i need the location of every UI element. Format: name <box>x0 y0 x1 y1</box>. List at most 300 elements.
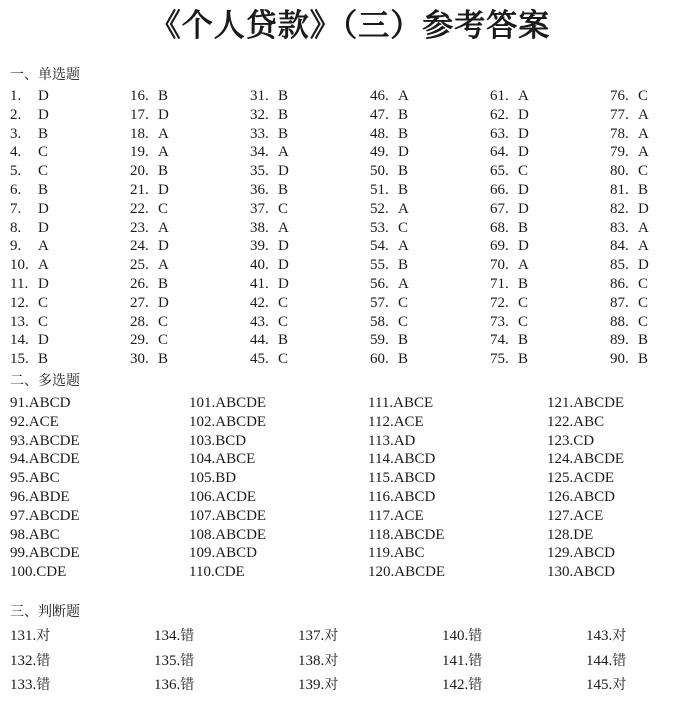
question-number: 46. <box>370 88 389 104</box>
single-choice-answer <box>250 125 370 144</box>
single-choice-answer <box>250 313 370 332</box>
question-number: 41. <box>250 275 269 292</box>
answer-value: ACE <box>393 507 424 524</box>
answer-value: A <box>278 144 289 161</box>
answer-value: A <box>158 257 169 274</box>
question-number: 130. <box>547 564 574 581</box>
answer-value: ABC <box>28 526 60 543</box>
answer-value: B <box>158 163 169 180</box>
single-choice-answer <box>490 219 610 238</box>
single-choice-answer <box>370 237 490 256</box>
question-number: 144. <box>586 652 613 669</box>
multiple-choice-answer <box>189 450 368 469</box>
answer-value: ACE <box>28 413 59 430</box>
answer-value: D <box>38 219 49 236</box>
multiple-choice-answer <box>10 526 189 545</box>
question-number: 85. <box>610 257 629 274</box>
question-number: 64. <box>490 144 509 161</box>
answer-value: B <box>278 181 289 198</box>
question-number: 74. <box>490 332 509 349</box>
multiple-choice-answer <box>547 432 677 451</box>
answer-value: ABC <box>573 413 605 430</box>
question-number: 89. <box>610 332 629 349</box>
question-number: 109. <box>189 545 216 562</box>
single-choice-answer <box>370 106 490 125</box>
multiple-choice-answer <box>368 507 547 526</box>
answer-value: A <box>638 238 649 255</box>
question-number: 65. <box>490 163 509 180</box>
answer-value: B <box>158 351 169 368</box>
true-false-answer <box>154 676 298 701</box>
single-choice-answer <box>610 331 700 350</box>
question-number: 129. <box>547 545 574 562</box>
answer-value: D <box>38 200 49 217</box>
question-number: 48. <box>370 125 389 142</box>
question-number: 94. <box>10 451 29 468</box>
single-choice-answer <box>130 219 250 238</box>
single-choice-answer <box>610 181 700 200</box>
question-number: 50. <box>370 163 389 180</box>
answer-value: C <box>638 313 649 330</box>
single-choice-answer <box>10 200 130 219</box>
question-number: 56. <box>370 275 389 292</box>
single-choice-answer <box>250 143 370 162</box>
multiple-choice-answer <box>547 563 677 582</box>
question-number: 110. <box>189 564 215 581</box>
question-number: 10. <box>10 257 29 274</box>
answer-value: D <box>38 275 49 292</box>
single-choice-answer <box>250 106 370 125</box>
answer-value: 错 <box>612 652 627 669</box>
single-choice-answer <box>250 256 370 275</box>
question-number: 111. <box>368 395 394 411</box>
question-number: 136. <box>154 677 181 693</box>
single-choice-answer <box>370 200 490 219</box>
answer-value: BCD <box>215 432 247 449</box>
single-choice-answer <box>610 125 700 144</box>
answer-value: C <box>518 163 529 180</box>
single-choice-answer <box>10 143 130 162</box>
single-choice-answer <box>130 294 250 313</box>
true-false-answer <box>298 627 442 652</box>
question-number: 47. <box>370 106 389 123</box>
answer-value: A <box>158 219 169 236</box>
question-number: 138. <box>298 652 325 669</box>
answer-value: ABCD <box>573 488 615 505</box>
true-false-answer <box>442 676 586 701</box>
single-choice-answer <box>490 237 610 256</box>
answer-value: ABC <box>393 545 425 562</box>
answer-value: C <box>158 332 169 349</box>
question-number: 2. <box>10 106 22 123</box>
answer-value: D <box>158 181 169 198</box>
multiple-choice-answer <box>10 469 189 488</box>
question-number: 133. <box>10 677 37 693</box>
question-number: 135. <box>154 652 181 669</box>
answer-value: B <box>518 332 529 349</box>
multiple-choice-answer <box>368 394 547 413</box>
single-choice-answer <box>370 256 490 275</box>
true-false-answer <box>10 676 154 701</box>
single-choice-answer <box>10 350 130 369</box>
question-number: 19. <box>130 144 149 161</box>
question-number: 52. <box>370 200 389 217</box>
answer-value: A <box>638 125 649 142</box>
answer-value: ACDE <box>215 488 257 505</box>
question-number: 27. <box>130 294 149 311</box>
answer-value: ABCDE <box>215 395 267 411</box>
question-number: 84. <box>610 238 629 255</box>
answer-value: B <box>638 332 649 349</box>
answer-value: A <box>398 238 409 255</box>
answer-value: ACE <box>573 507 604 524</box>
question-number: 125. <box>547 470 574 487</box>
answer-value: 错 <box>468 677 483 693</box>
answer-value: D <box>518 238 529 255</box>
single-choice-answer <box>370 143 490 162</box>
question-number: 57. <box>370 294 389 311</box>
single-choice-answer <box>250 294 370 313</box>
multiple-choice-answer <box>547 507 677 526</box>
answer-value: ABCD <box>393 470 436 487</box>
answer-value: C <box>38 163 49 180</box>
multiple-choice-answer <box>547 413 677 432</box>
question-number: 145. <box>586 677 613 693</box>
answer-value: B <box>158 88 169 104</box>
single-choice-answer <box>10 294 130 313</box>
question-number: 143. <box>586 628 613 644</box>
answer-value: B <box>278 125 289 142</box>
question-number: 5. <box>10 163 22 180</box>
answer-value: 对 <box>324 677 339 693</box>
answer-value: ABCE <box>393 395 434 411</box>
single-choice-answer <box>370 294 490 313</box>
answer-value: B <box>518 351 529 368</box>
answer-value: D <box>158 238 169 255</box>
multiple-choice-answer <box>368 450 547 469</box>
question-number: 51. <box>370 181 389 198</box>
multiple-choice-answer <box>368 563 547 582</box>
answer-value: D <box>518 181 529 198</box>
answer-value: 错 <box>180 652 195 669</box>
multiple-choice-answer <box>10 544 189 563</box>
question-number: 61. <box>490 88 509 104</box>
single-choice-answer <box>10 331 130 350</box>
multiple-choice-answer <box>189 394 368 413</box>
question-number: 132. <box>10 652 37 669</box>
answer-value: ABCDE <box>573 395 625 411</box>
answer-value: ABCE <box>215 451 256 468</box>
question-number: 20. <box>130 163 149 180</box>
question-number: 116. <box>368 488 394 505</box>
answer-value: CDE <box>36 564 67 581</box>
answer-value: 错 <box>468 628 483 644</box>
question-number: 58. <box>370 313 389 330</box>
question-number: 38. <box>250 219 269 236</box>
question-number: 53. <box>370 219 389 236</box>
single-choice-answer <box>610 143 700 162</box>
single-choice-answer <box>490 200 610 219</box>
answer-value: ABCDE <box>28 545 80 562</box>
answer-value: ABDE <box>28 488 70 505</box>
answer-value: DE <box>573 526 594 543</box>
question-number: 45. <box>250 351 269 368</box>
question-number: 4. <box>10 144 22 161</box>
answer-value: 对 <box>612 677 627 693</box>
question-number: 11. <box>10 275 29 292</box>
single-choice-answer <box>370 331 490 350</box>
question-number: 127. <box>547 507 574 524</box>
question-number: 117. <box>368 507 394 524</box>
answer-value: C <box>278 200 289 217</box>
question-number: 128. <box>547 526 574 543</box>
question-number: 87. <box>610 294 629 311</box>
single-choice-answer <box>10 219 130 238</box>
question-number: 78. <box>610 125 629 142</box>
question-number: 96. <box>10 488 29 505</box>
question-number: 114. <box>368 451 394 468</box>
answer-value: C <box>518 294 529 311</box>
question-number: 124. <box>547 451 574 468</box>
single-choice-answer <box>610 162 700 181</box>
question-number: 17. <box>130 106 149 123</box>
single-choice-answer <box>130 162 250 181</box>
answer-value: B <box>38 125 49 142</box>
question-number: 134. <box>154 628 181 644</box>
question-number: 93. <box>10 432 29 449</box>
answer-value: C <box>518 313 529 330</box>
multiple-choice-answer <box>189 432 368 451</box>
question-number: 76. <box>610 88 629 104</box>
answer-value: A <box>518 257 529 274</box>
answer-value: D <box>518 125 529 142</box>
single-choice-answer <box>490 350 610 369</box>
question-number: 7. <box>10 200 22 217</box>
question-number: 90. <box>610 351 629 368</box>
question-number: 72. <box>490 294 509 311</box>
answer-value: D <box>278 238 289 255</box>
answer-value: ABCD <box>28 395 71 411</box>
answer-value: D <box>278 257 289 274</box>
question-number: 95. <box>10 470 29 487</box>
multiple-choice-answer <box>368 526 547 545</box>
question-number: 16. <box>130 88 149 104</box>
single-choice-answer <box>610 350 700 369</box>
single-choice-answer <box>130 125 250 144</box>
answer-value: D <box>518 200 529 217</box>
question-number: 123. <box>547 432 574 449</box>
answer-value: C <box>638 88 649 104</box>
single-choice-answer <box>10 275 130 294</box>
question-number: 82. <box>610 200 629 217</box>
answer-value: C <box>638 294 649 311</box>
answer-value: D <box>518 106 529 123</box>
single-choice-answer <box>10 125 130 144</box>
question-number: 44. <box>250 332 269 349</box>
question-number: 21. <box>130 181 149 198</box>
multiple-choice-answer <box>189 469 368 488</box>
multiple-choice-answer <box>189 544 368 563</box>
single-choice-answer <box>610 200 700 219</box>
page-title: 《个人贷款》（三）参考答案 <box>149 8 551 44</box>
multiple-choice-answer <box>547 450 677 469</box>
question-number: 60. <box>370 351 389 368</box>
question-number: 22. <box>130 200 149 217</box>
single-choice-answer <box>490 162 610 181</box>
question-number: 119. <box>368 545 394 562</box>
question-number: 33. <box>250 125 269 142</box>
answer-value: C <box>398 294 409 311</box>
multiple-choice-answer <box>10 394 189 413</box>
question-number: 73. <box>490 313 509 330</box>
answer-value: ABCDE <box>573 451 625 468</box>
single-choice-answer <box>130 256 250 275</box>
answer-value: 错 <box>180 677 195 693</box>
question-number: 54. <box>370 238 389 255</box>
answer-value: D <box>278 275 289 292</box>
answer-value: A <box>518 88 529 104</box>
single-choice-answer <box>10 106 130 125</box>
single-choice-answer <box>10 256 130 275</box>
question-number: 106. <box>189 488 216 505</box>
answer-value: C <box>158 313 169 330</box>
question-number: 40. <box>250 257 269 274</box>
answer-value: 错 <box>468 652 483 669</box>
single-choice-answer <box>250 331 370 350</box>
answer-value: C <box>38 294 49 311</box>
single-choice-answer <box>250 219 370 238</box>
answer-value: C <box>38 313 49 330</box>
multiple-choice-answer-grid <box>10 394 677 582</box>
answer-value: B <box>398 257 409 274</box>
question-number: 28. <box>130 313 149 330</box>
single-choice-answer <box>250 275 370 294</box>
answer-value: D <box>38 332 49 349</box>
question-number: 69. <box>490 238 509 255</box>
question-number: 118. <box>368 526 394 543</box>
section-heading-multiple-choice: 二、多选题 <box>10 373 80 389</box>
single-choice-answer <box>250 200 370 219</box>
answer-value: A <box>398 200 409 217</box>
answer-value: 对 <box>36 628 51 644</box>
single-choice-answer <box>130 275 250 294</box>
answer-value: A <box>638 144 649 161</box>
single-choice-answer <box>370 87 490 106</box>
answer-value: B <box>398 181 409 198</box>
true-false-answer <box>154 627 298 652</box>
question-number: 3. <box>10 125 22 142</box>
answer-value: CDE <box>214 564 245 581</box>
multiple-choice-answer <box>189 526 368 545</box>
single-choice-answer <box>610 294 700 313</box>
true-false-answer <box>10 652 154 677</box>
question-number: 81. <box>610 181 629 198</box>
multiple-choice-answer <box>547 394 677 413</box>
single-choice-answer <box>490 181 610 200</box>
multiple-choice-answer <box>368 413 547 432</box>
question-number: 120. <box>368 564 395 581</box>
single-choice-answer <box>490 294 610 313</box>
single-choice-answer <box>370 350 490 369</box>
answer-value: ABCD <box>393 451 436 468</box>
answer-value: 错 <box>36 677 51 693</box>
answer-value: B <box>638 351 649 368</box>
single-choice-answer <box>370 275 490 294</box>
question-number: 24. <box>130 238 149 255</box>
answer-value: ABCDE <box>28 451 80 468</box>
answer-value: ABCDE <box>215 507 267 524</box>
true-false-answer <box>586 627 700 652</box>
question-number: 67. <box>490 200 509 217</box>
answer-value: C <box>398 313 409 330</box>
question-number: 71. <box>490 275 509 292</box>
answer-value: CD <box>573 432 595 449</box>
multiple-choice-answer <box>368 469 547 488</box>
question-number: 91. <box>10 395 29 411</box>
multiple-choice-answer <box>189 507 368 526</box>
answer-value: D <box>278 163 289 180</box>
question-number: 25. <box>130 257 149 274</box>
answer-value: ABCD <box>393 488 436 505</box>
single-choice-answer <box>490 143 610 162</box>
true-false-answer <box>10 627 154 652</box>
answer-value: B <box>398 163 409 180</box>
single-choice-answer-grid <box>10 87 700 369</box>
question-number: 49. <box>370 144 389 161</box>
single-choice-answer <box>250 87 370 106</box>
true-false-answer <box>298 652 442 677</box>
question-number: 79. <box>610 144 629 161</box>
question-number: 80. <box>610 163 629 180</box>
question-number: 139. <box>298 677 325 693</box>
answer-value: 错 <box>180 628 195 644</box>
single-choice-answer <box>610 256 700 275</box>
question-number: 97. <box>10 507 29 524</box>
question-number: 42. <box>250 294 269 311</box>
answer-value: B <box>278 88 289 104</box>
question-number: 9. <box>10 238 22 255</box>
question-number: 13. <box>10 313 29 330</box>
single-choice-answer <box>250 350 370 369</box>
answer-value: A <box>398 88 409 104</box>
answer-value: D <box>38 88 49 104</box>
single-choice-answer <box>370 181 490 200</box>
answer-value: B <box>278 332 289 349</box>
answer-value: ABCDE <box>393 526 445 543</box>
single-choice-answer <box>490 313 610 332</box>
answer-value: B <box>398 332 409 349</box>
question-number: 137. <box>298 628 325 644</box>
true-false-answer <box>586 652 700 677</box>
question-number: 14. <box>10 332 29 349</box>
true-false-answer <box>154 652 298 677</box>
answer-value: A <box>158 125 169 142</box>
single-choice-answer <box>130 181 250 200</box>
question-number: 29. <box>130 332 149 349</box>
multiple-choice-answer <box>10 450 189 469</box>
single-choice-answer <box>490 87 610 106</box>
question-number: 75. <box>490 351 509 368</box>
question-number: 122. <box>547 413 574 430</box>
true-false-answer-grid <box>10 627 700 701</box>
multiple-choice-answer <box>189 488 368 507</box>
single-choice-answer <box>130 331 250 350</box>
single-choice-answer <box>130 237 250 256</box>
question-number: 8. <box>10 219 22 236</box>
answer-value: ABCDE <box>28 432 80 449</box>
answer-value: ACE <box>393 413 424 430</box>
question-number: 43. <box>250 313 269 330</box>
